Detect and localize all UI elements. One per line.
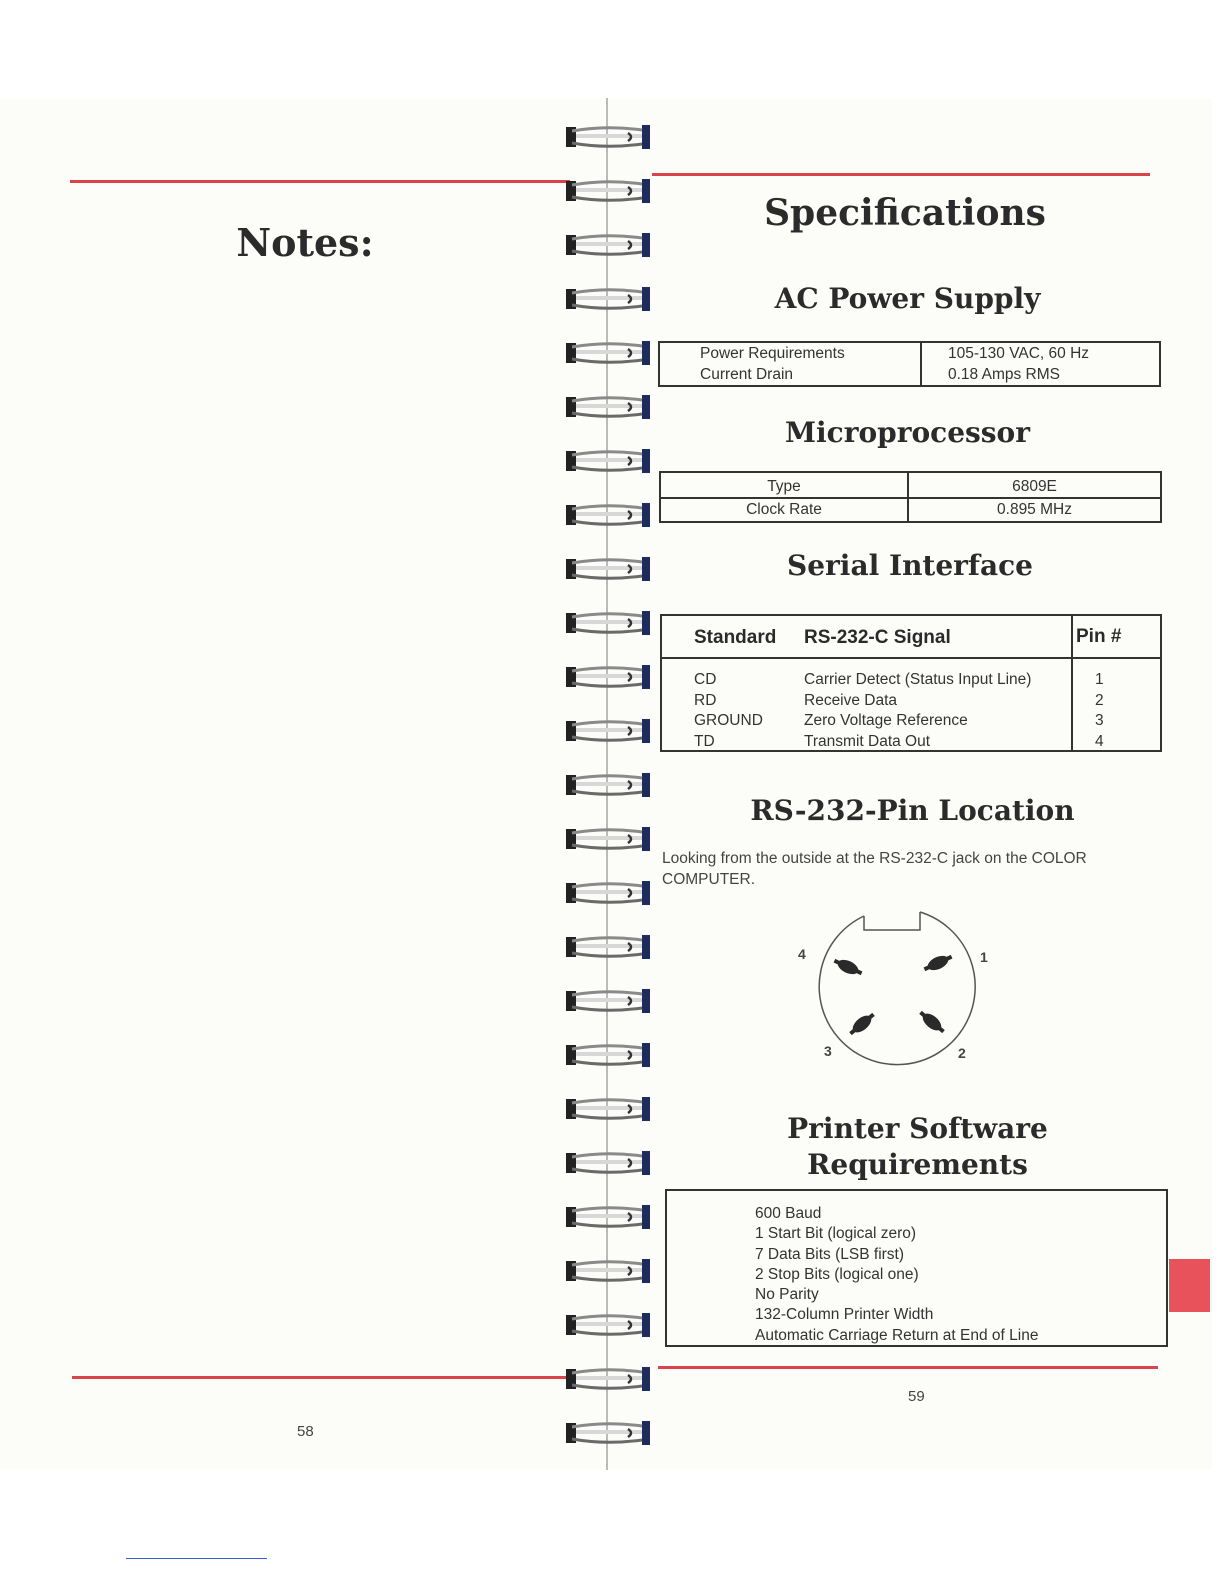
left-page [0,98,605,1470]
serial-pin-4: 4 [1095,732,1104,750]
spiral-coil [566,933,652,961]
pin-1-contact [922,951,954,975]
printer-heading-line2: Requirements [807,1148,1028,1181]
spiral-coil [566,1041,652,1069]
spiral-coil [566,609,652,637]
pin-label-2: 2 [958,1045,966,1061]
serial-pin-3: 3 [1095,712,1104,729]
printer-item-3: 7 Data Bits (LSB first) [755,1245,905,1263]
printer-item-4: 2 Stop Bits (logical one) [755,1265,919,1283]
serial-interface-heading: Serial Interface [787,549,1033,582]
specifications-title: Specifications [764,192,1046,234]
serial-signal-3: Zero Voltage Reference [804,712,968,729]
rs232-connector-diagram [780,900,1000,1070]
spiral-coil [566,123,652,151]
printer-item-6: 132-Column Printer Width [755,1306,934,1324]
spiral-coil [566,501,652,529]
spiral-coil [566,1365,652,1393]
right-top-rule [652,173,1150,176]
printer-item-1: 600 Baud [755,1205,822,1222]
ac-power-value-2: 0.18 Amps RMS [948,366,1060,383]
pin-4-contact [832,955,864,979]
serial-code-4: TD [694,732,715,750]
pin-location-description: Looking from the outside at the RS-232-C jack on the COLOR COMPUTER. [662,850,1087,888]
serial-signal-1: Carrier Detect (Status Input Line) [804,671,1032,688]
serial-col-standard: Standard [694,627,777,648]
spiral-coil [566,1311,652,1339]
spiral-coil [566,1203,652,1231]
microprocessor-heading: Microprocessor [785,416,1030,449]
spiral-coil [566,879,652,907]
pin-label-4: 4 [798,946,806,962]
spiral-coil [566,1095,652,1123]
serial-pin-1: 1 [1095,671,1104,688]
spiral-coil [566,231,652,259]
micro-value-clock: 0.895 MHz [908,498,1161,522]
spiral-coil [566,663,652,691]
spiral-coil [566,771,652,799]
micro-label-clock: Clock Rate [660,498,908,522]
ac-power-value-1: 105-130 VAC, 60 Hz [948,345,1090,362]
spiral-coil [566,177,652,205]
pin-2-contact [917,1008,948,1036]
printer-heading-line1: Printer Software [787,1112,1048,1145]
pin-label-3: 3 [824,1043,832,1059]
serial-code-1: CD [694,671,717,688]
spiral-coil [566,1257,652,1285]
serial-col-pin: Pin # [1076,626,1122,647]
printer-item-2: 1 Start Bit (logical zero) [755,1225,917,1243]
ac-power-heading: AC Power Supply [774,282,1041,315]
pin-3-contact [847,1010,878,1038]
spiral-coil [566,555,652,583]
notes-title: Notes: [236,220,374,265]
serial-code-2: RD [694,691,717,709]
spiral-coil [566,717,652,745]
ac-power-label-2: Current Drain [700,366,794,383]
printer-requirements-box [665,1189,1168,1347]
pin-label-1: 1 [980,949,988,965]
ac-power-table [658,341,1161,387]
serial-signal-2: Receive Data [804,691,898,709]
section-tab-marker [1169,1259,1210,1312]
right-page-number: 59 [908,1388,925,1405]
microprocessor-table [659,471,1162,523]
spiral-coil [566,339,652,367]
left-top-rule [70,180,570,183]
spiral-coil [566,825,652,853]
serial-interface-table [660,614,1162,752]
left-page-number: 58 [297,1423,314,1440]
ac-power-label-1: Power Requirements [700,345,845,362]
serial-pin-2: 2 [1095,691,1104,709]
spiral-coil [566,285,652,313]
right-bottom-rule [658,1366,1158,1369]
serial-col-signal: RS-232-C Signal [804,627,951,648]
serial-signal-4: Transmit Data Out [804,732,931,750]
connector-outline [819,912,975,1065]
printer-item-7: Automatic Carriage Return at End of Line [755,1326,1039,1344]
spiral-coil [566,1419,652,1447]
spiral-coil [566,987,652,1015]
spiral-coil [566,447,652,475]
left-bottom-rule [72,1376,570,1379]
pin-location-heading: RS-232-Pin Location [750,794,1075,827]
serial-code-3: GROUND [694,712,763,729]
spiral-coil [566,393,652,421]
footer-underline [126,1558,267,1559]
connector-key-notch [864,912,920,930]
micro-value-type: 6809E [908,472,1161,498]
micro-label-type: Type [660,472,908,498]
spiral-coil [566,1149,652,1177]
printer-item-5: No Parity [755,1286,819,1304]
